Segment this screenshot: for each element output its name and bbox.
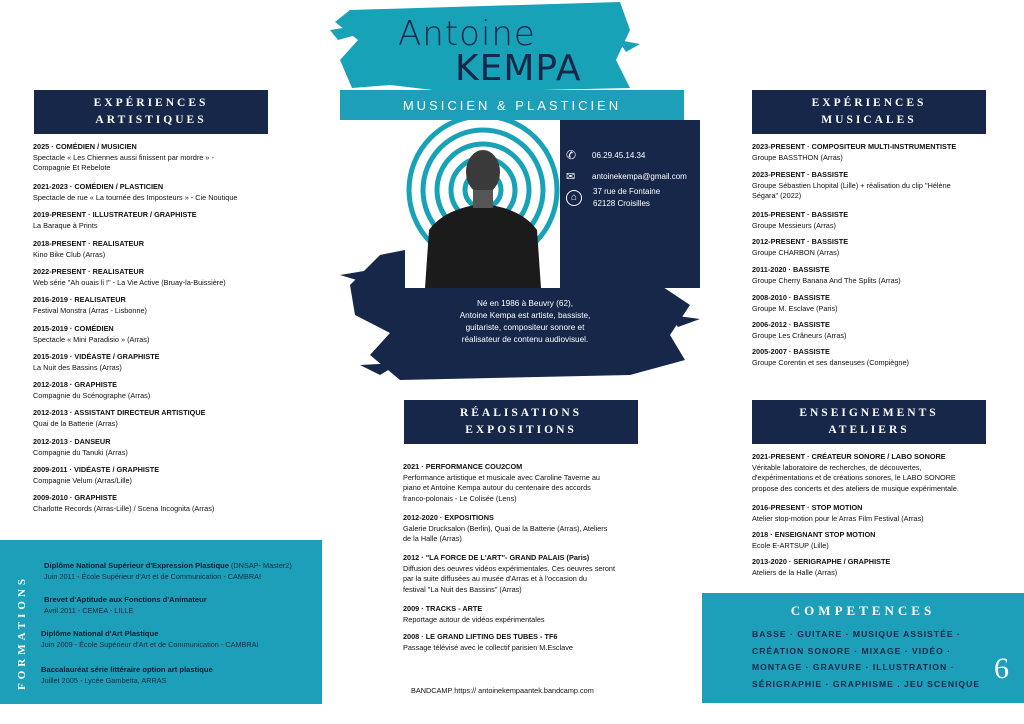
contact-line-email xyxy=(566,170,687,183)
exp-mus-item: 2023-PRESENT · COMPOSITEUR MULTI-INSTRUMENTISTE Groupe BASSTHON (Arras) xyxy=(752,142,957,162)
address-line-1: 37 rue de Fontaine xyxy=(593,187,661,196)
contact-line-address xyxy=(566,186,660,210)
name-last: KEMPA xyxy=(455,48,582,89)
section-header-exp-art xyxy=(34,90,268,134)
subtitle-band xyxy=(340,90,684,120)
exp-art-item: 2019-PRESENT · ILLUSTRATEUR / GRAPHISTE La Baraque à Prints xyxy=(33,210,197,230)
exp-mus-item: 2011-2020 · BASSISTE Groupe Cherry Banana And The Splits (Arras) xyxy=(752,265,901,285)
exp-art-item: 2012-2018 · GRAPHISTE Compagnie du Scénographe (Arras) xyxy=(33,380,151,400)
phone-icon: ✆ xyxy=(566,148,577,162)
exp-art-item: 2021-2023 · COMÉDIEN / PLASTICIEN Spectacle de rue « La tournée des Imposteurs » - Cie Noutique xyxy=(33,182,238,202)
section-header-exp-mus xyxy=(752,90,986,134)
email-icon: ✉ xyxy=(566,171,576,183)
page-number: 6 xyxy=(994,652,1009,685)
enseignement-item: 2018 · ENSEIGNANT STOP MOTION Ecole E-ARTSUP (Lille) xyxy=(752,530,876,550)
bio-line-4: réalisateur de contenu audiovisuel. xyxy=(461,335,589,344)
exp-mus-item: 2012-PRESENT · BASSISTE Groupe CHARBON (Arras) xyxy=(752,237,849,257)
exp-mus-item: 2008-2010 · BASSISTE Groupe M. Esclave (Paris) xyxy=(752,293,838,313)
exp-art-item: 2009-2011 · VIDÉASTE / GRAPHISTE Compagnie Velum (Arras/Lille) xyxy=(33,465,160,485)
home-icon: ⌂ xyxy=(566,190,582,206)
exp-mus-item: 2015-PRESENT · BASSISTE Groupe Messieurs (Arras) xyxy=(752,210,849,230)
bio-text xyxy=(420,298,630,346)
realisation-item: 2012 · "LA FORCE DE L'ART"- GRAND PALAIS (Paris) Diffusion des oeuvres vidéos expérimentales. Ces oeuvres seront par la suite diffusées au musée d'Arras et à l'occasion du festival "La Nuit des Bassins" (Arras) xyxy=(403,553,615,594)
exp-mus-title-2: MUSICALES xyxy=(821,114,917,126)
address-line-2: 62128 Croisilles xyxy=(593,199,650,208)
phone-text: 06.29.45.14.34 xyxy=(592,150,646,160)
exp-art-item: 2012-2013 · ASSISTANT DIRECTEUR ARTISTIQUE Quai de la Batterie (Arras) xyxy=(33,408,206,428)
enseignement-item: 2013-2020 · SERIGRAPHE / GRAPHISTE Ateliers de la Halle (Arras) xyxy=(752,557,891,577)
exp-art-item: 2022-PRESENT · REALISATEUR Web série "Ah ouais li !" - La Vie Active (Bruay-la-Buissière) xyxy=(33,267,226,287)
exp-art-item: 2015-2019 · VIDÉASTE / GRAPHISTE La Nuit des Bassins (Arras) xyxy=(33,352,160,372)
exp-art-title-2: ARTISTIQUES xyxy=(95,114,207,126)
exp-mus-item: 2023-PRESENT · BASSISTE Groupe Sébastien Lhopital (Lille) + réalisation du clip "Hélène Ségara" (2022) xyxy=(752,170,951,201)
formation-item: Diplôme National Supérieur d'Expression Plastique (DNSAP- Master2) Juin 2011 - École Supérieur d'Art et de Communication - CAMBRAI xyxy=(44,561,292,581)
bandcamp-link[interactable]: BANDCAMP https:// antoinekempaantek.bandcamp.com xyxy=(411,686,594,695)
competences-title: COMPETENCES xyxy=(790,603,936,618)
formation-item: Baccalauréat série littéraire option art plastique Juillet 2005 - Lycée Gambetta, ARRAS xyxy=(41,665,213,685)
enseignement-item: 2016-PRESENT · STOP MOTION Atelier stop-motion pour le Arras Film Festival (Arras) xyxy=(752,503,924,523)
section-header-enseignements xyxy=(752,400,986,444)
subtitle: MUSICIEN & PLASTICIEN xyxy=(402,97,622,113)
photo-frame xyxy=(405,120,560,288)
realisation-item: 2012-2020 · EXPOSITIONS Galerie Drucksalon (Berlin), Quai de la Batterie (Arras), Ateliers de la Halle (Arras) xyxy=(403,513,608,544)
spiral-background xyxy=(405,120,560,288)
enseignement-item: 2021-PRESENT · CRÉATEUR SONORE / LABO SONORE Véritable laboratoire de recherches, de découvertes, d'expérimentations et de créations sonores, le LABO SONORE propose des concerts et des ateliers de musique expérimentale. xyxy=(752,452,959,493)
realisation-item: 2021 · PERFORMANCE COU2COM Performance artistique et musicale avec Caroline Taverne au piano et Antoine Kempa autour du centenaire des accords franco-polonais - Le Colisée (Lens) xyxy=(403,462,600,503)
exp-art-item: 2009-2010 · GRAPHISTE Charlotte Records (Arras-Lille) / Scena Incognita (Arras) xyxy=(33,493,215,513)
name-first: Antoine xyxy=(398,14,536,54)
competences-line-4: SÉRIGRAPHIE · GRAPHISME . JEU SCENIQUE xyxy=(752,678,981,689)
formation-item: Brevet d'Aptitude aux Fonctions d'Animateur Avril 2011 - CEMEA - LILLE xyxy=(44,595,207,615)
realisation-item: 2009 · TRACKS - ARTE Reportage autour de vidéos expérimentales xyxy=(403,604,545,624)
exp-art-item: 2012-2013 · DANSEUR Compagnie du Tanuki (Arras) xyxy=(33,437,128,457)
exp-mus-item: 2005-2007 · BASSISTE Groupe Corentin et ses danseuses (Compiègne) xyxy=(752,347,909,367)
bio-line-1: Né en 1986 à Beuvry (62), xyxy=(476,299,574,308)
email-text: antoinekempa@gmail.com xyxy=(592,172,687,181)
realisations-title-2: EXPOSITIONS xyxy=(465,424,577,436)
exp-art-item: 2025 · COMÉDIEN / MUSICIEN Spectacle « Les Chiennes aussi finissent par mordre » - Compagnie Et Rebelote xyxy=(33,142,214,173)
competences-line-3: MONTAGE · GRAVURE · ILLUSTRATION · xyxy=(752,662,955,672)
section-header-realisations xyxy=(404,400,638,444)
exp-art-title-1: EXPÉRIENCES xyxy=(93,97,209,109)
bio-line-3: guitariste, compositeur sonore et xyxy=(465,323,585,332)
realisations-title-1: RÉALISATIONS xyxy=(459,407,583,419)
enseignements-title-2: ATELIERS xyxy=(828,424,910,436)
formations-label: FORMATIONS xyxy=(16,575,28,690)
realisation-item: 2008 · LE GRAND LIFTING DES TUBES - TF6 Passage télévisé avec le collectif parisien M.Esclave xyxy=(403,632,573,652)
competences-line-1: BASSE · GUITARE · MUSIQUE ASSISTÉE · xyxy=(752,629,961,639)
exp-mus-item: 2006-2012 · BASSISTE Groupe Les Crâneurs (Arras) xyxy=(752,320,847,340)
enseignements-title-1: ENSEIGNEMENTS xyxy=(799,407,939,419)
exp-art-item: 2016-2019 · REALISATEUR Festival Monstra (Arras - Lisbonne) xyxy=(33,295,147,315)
exp-mus-title-1: EXPÉRIENCES xyxy=(811,97,927,109)
contact-line-phone xyxy=(566,148,645,162)
competences-list xyxy=(752,626,982,692)
bio-line-2: Antoine Kempa est artiste, bassiste, xyxy=(459,311,591,320)
formation-item: Diplôme National d'Art Plastique Juin 2009 - École Supérieur d'Art et de Communication - CAMBRAI xyxy=(41,629,259,649)
competences-line-2: CRÉATION SONORE · MIXAGE · VIDÉO · xyxy=(752,645,952,656)
exp-art-item: 2015-2019 · COMÉDIEN Spectacle « Mini Paradisio » (Arras) xyxy=(33,324,150,344)
exp-art-item: 2018-PRESENT · REALISATEUR Kino Bike Club (Arras) xyxy=(33,239,144,259)
